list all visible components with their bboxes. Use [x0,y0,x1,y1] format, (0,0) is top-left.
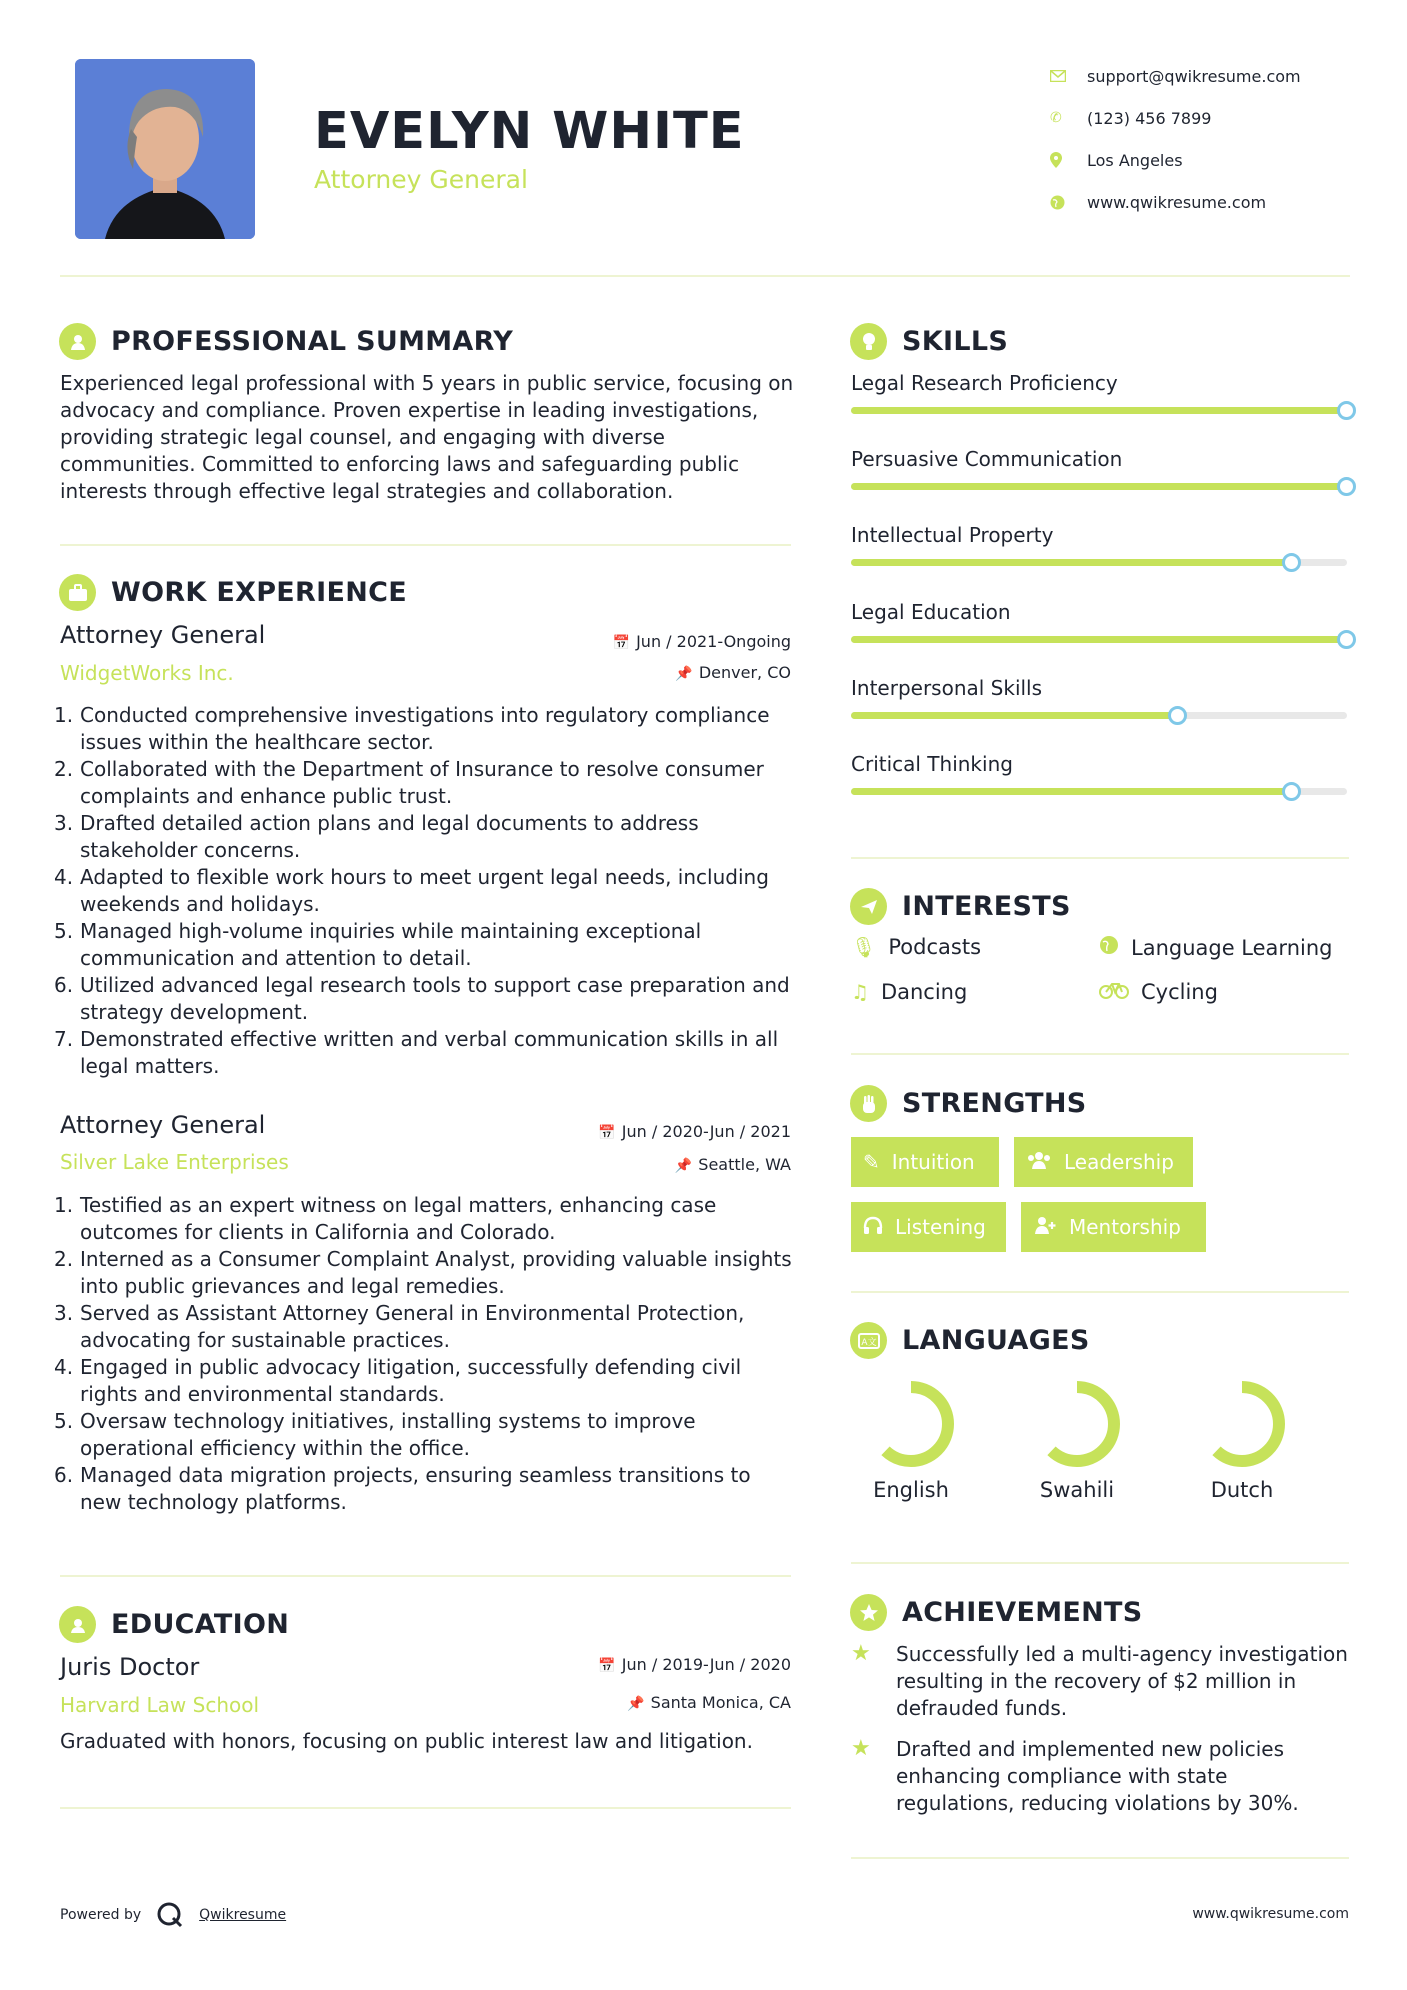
list-item: 6. Utilized advanced legal research tools to support case preparation and strategy development. [54,973,790,1024]
job-2-title: Attorney General [60,1111,266,1139]
bicycle-icon [1099,980,1129,1004]
language-ring [1196,1378,1288,1470]
job-1-company: WidgetWorks Inc. [60,661,234,685]
footer-powered-by [60,1900,286,1930]
pin-icon: 📌 [627,1696,645,1712]
skill-knob [1337,477,1356,496]
footer-website-link[interactable]: www.qwikresume.com [1192,1906,1349,1922]
skill-name: Interpersonal Skills [851,676,1043,700]
strength-chip-intuition: ✎ Intuition [851,1137,999,1187]
strength-chip-listening: Listening [851,1202,1006,1252]
interest-item: 🎙 Podcasts [851,935,982,959]
job-2-dates-text: Jun / 2020-Jun / 2021 [621,1122,791,1141]
achievement-item [851,1641,1351,1722]
job-2-location [675,1155,791,1174]
list-item: 3. Drafted detailed action plans and legal documents to address stakeholder concerns. [54,811,699,862]
skill-bar-fill [851,559,1292,566]
star-badge-icon [850,1594,887,1631]
list-item: 6. Managed data migration projects, ensuring seamless transitions to new technology platforms. [54,1463,751,1514]
job-1-location [675,663,791,682]
skill-item [851,600,1349,624]
magic-wand-icon: ✎ [863,1150,880,1174]
profile-photo [75,59,255,239]
envelope-icon [1050,70,1087,82]
experience-divider [60,1575,791,1577]
contact-email-text: support@qwikresume.com [1087,66,1301,86]
job-2-dates [598,1122,791,1141]
map-pin-icon [1050,152,1087,168]
pin-icon: 📌 [674,1158,693,1174]
contact-email[interactable] [1050,55,1380,97]
graduation-icon [59,1606,96,1643]
calendar-icon: 📅 [612,635,631,651]
briefcase-icon [59,574,96,611]
interest-item: Cycling [1099,980,1218,1004]
strengths-heading [850,1085,1087,1122]
skill-item [851,371,1349,395]
list-item: 2. Interned as a Consumer Complaint Analyst, providing valuable insights into public grievances and legal remedies. [54,1247,792,1298]
language-ring [865,1378,957,1470]
language-item [1007,1378,1147,1502]
contact-website[interactable] [1050,181,1380,223]
strengths-divider [851,1291,1349,1293]
calendar-icon: 📅 [598,1658,616,1674]
skill-item [851,676,1349,700]
languages-divider [851,1562,1349,1564]
education-degree: Juris Doctor [60,1653,200,1681]
skill-knob [1337,630,1356,649]
language-icon [850,1322,887,1359]
skill-name: Persuasive Communication [851,447,1123,471]
skills-divider [851,857,1349,859]
contact-location-text: Los Angeles [1087,150,1183,170]
calendar-icon: 📅 [598,1125,616,1141]
achievement-text: Successfully led a multi-agency investigation resulting in the recovery of $2 million in defrauded funds. [896,1642,1348,1720]
achievements-title: ACHIEVEMENTS [902,1597,1143,1628]
skill-name: Legal Research Proficiency [851,371,1118,395]
list-item: 5. Oversaw technology initiatives, installing systems to improve operational efficiency within the office. [54,1409,696,1460]
skill-bar-fill [851,712,1178,719]
star-icon: ★ [851,1736,871,1761]
education-divider [60,1807,791,1809]
education-dates [598,1655,791,1674]
skill-bar [851,636,1347,643]
language-item [1172,1378,1312,1502]
list-item: 3. Served as Assistant Attorney General in Environmental Protection, advocating for sustainable practices. [54,1301,745,1352]
user-icon [59,323,96,360]
job-1-bullets [54,702,796,1080]
language-name: Swahili [1039,1478,1115,1502]
education-description: Graduated with honors, focusing on public interest law and litigation. [60,1729,753,1753]
pin-icon: 📌 [675,666,693,682]
language-name: English [873,1478,949,1502]
interests-heading [850,888,1071,925]
svg-text:A文: A文 [860,1337,877,1348]
skill-name: Intellectual Property [851,523,1054,547]
education-heading [59,1606,289,1643]
languages-heading [850,1322,1090,1359]
skill-item [851,447,1349,471]
language-name: Dutch [1210,1478,1274,1502]
contact-website-text: www.qwikresume.com [1087,192,1267,212]
interests-title: INTERESTS [902,891,1071,922]
list-item: 7. Demonstrated effective written and verbal communication skills in all legal matters. [54,1027,779,1078]
job-1-title: Attorney General [60,621,266,649]
skill-bar [851,559,1347,566]
skill-bar [851,483,1347,490]
interest-item: ♫ Dancing [851,980,968,1004]
phone-icon: ✆ [1050,110,1062,126]
summary-text: Experienced legal professional with 5 years in public service, focusing on advocacy and compliance. Proven expertise in leading investigations, providing strategic legal counsel, and engaging with diverse communities. Committed to enforcing laws and safeguarding public interests through effective legal strategies and collaboration. [60,371,794,503]
job-1-dates [613,632,791,651]
strengths-title: STRENGTHS [902,1088,1087,1119]
skill-knob [1282,782,1301,801]
languages-title: LANGUAGES [902,1325,1090,1356]
skill-knob [1282,553,1301,572]
qwikresume-link[interactable]: Qwikresume [199,1907,287,1923]
education-dates-text: Jun / 2019-Jun / 2020 [621,1655,791,1674]
skill-bar [851,788,1347,795]
experience-heading [59,574,407,611]
contact-block [1050,55,1380,223]
skill-bar-fill [851,483,1347,490]
language-ring [1031,1378,1123,1470]
education-school: Harvard Law School [60,1693,260,1717]
user-plus-icon [1033,1215,1057,1240]
contact-phone-text: (123) 456 7899 [1087,108,1212,128]
strength-chip-mentorship: Mentorship [1021,1202,1206,1252]
list-item: 4. Engaged in public advocacy litigation, successfully defending civil rights and environmental standards. [54,1355,742,1406]
summary-divider [60,544,791,546]
skill-name: Critical Thinking [851,752,1013,776]
skill-item [851,752,1349,776]
skills-title: SKILLS [902,326,1009,357]
summary-heading [59,323,513,360]
skill-knob [1168,706,1187,725]
header-divider [60,275,1350,277]
job-1-dates-text: Jun / 2021-Ongoing [636,632,791,651]
summary-title: PROFESSIONAL SUMMARY [111,326,514,357]
group-icon [1026,1150,1052,1175]
achievement-item [851,1736,1351,1817]
star-icon: ★ [851,1641,871,1666]
job-2-location-text: Seattle, WA [698,1155,791,1174]
skill-bar-fill [851,788,1292,795]
list-item: 1. Testified as an expert witness on legal matters, enhancing case outcomes for clients in California and Colorado. [54,1193,717,1244]
skill-bar [851,712,1347,719]
job-1-location-text: Denver, CO [698,663,791,682]
list-item: 1. Conducted comprehensive investigations into regulatory compliance issues within the healthcare sector. [54,703,770,754]
skill-item [851,523,1349,547]
strength-chip-leadership: Leadership [1014,1137,1193,1187]
globe-icon [1050,195,1087,210]
skill-bar [851,407,1347,414]
interest-item: Language Learning [1099,935,1332,960]
list-item: 2. Collaborated with the Department of Insurance to resolve consumer complaints and enhance public trust. [54,757,764,808]
microphone-icon: 🎙 [851,935,877,959]
candidate-role: Attorney General [314,165,528,194]
contact-location [1050,139,1380,181]
lightbulb-icon [850,323,887,360]
qwikresume-logo-icon [155,1900,185,1930]
music-icon: ♫ [851,980,869,1004]
education-location [627,1693,791,1712]
job-2-company: Silver Lake Enterprises [60,1150,289,1174]
skills-heading [850,323,1008,360]
hand-icon [850,1085,887,1122]
education-title: EDUCATION [111,1609,290,1640]
education-location-text: Santa Monica, CA [650,1693,791,1712]
list-item: 4. Adapted to flexible work hours to meet urgent legal needs, including weekends and holidays. [54,865,769,916]
contact-phone[interactable] [1050,97,1380,139]
interests-divider [851,1053,1349,1055]
achievements-heading [850,1594,1143,1631]
headphones-icon [863,1215,883,1239]
achievement-text: Drafted and implemented new policies enhancing compliance with state regulations, reducing violations by 30%. [896,1737,1299,1815]
skill-knob [1337,401,1356,420]
paper-plane-icon [850,888,887,925]
experience-title: WORK EXPERIENCE [111,577,407,608]
powered-by-label: Powered by [60,1907,142,1923]
language-item [841,1378,981,1502]
list-item: 5. Managed high-volume inquiries while maintaining exceptional communication and attention to detail. [54,919,702,970]
achievements-divider [851,1857,1349,1859]
job-2-bullets [54,1192,796,1516]
skill-name: Legal Education [851,600,1011,624]
candidate-name: EVELYN WHITE [314,102,745,161]
globe-icon [1099,935,1119,960]
skill-bar-fill [851,636,1347,643]
skill-bar-fill [851,407,1347,414]
